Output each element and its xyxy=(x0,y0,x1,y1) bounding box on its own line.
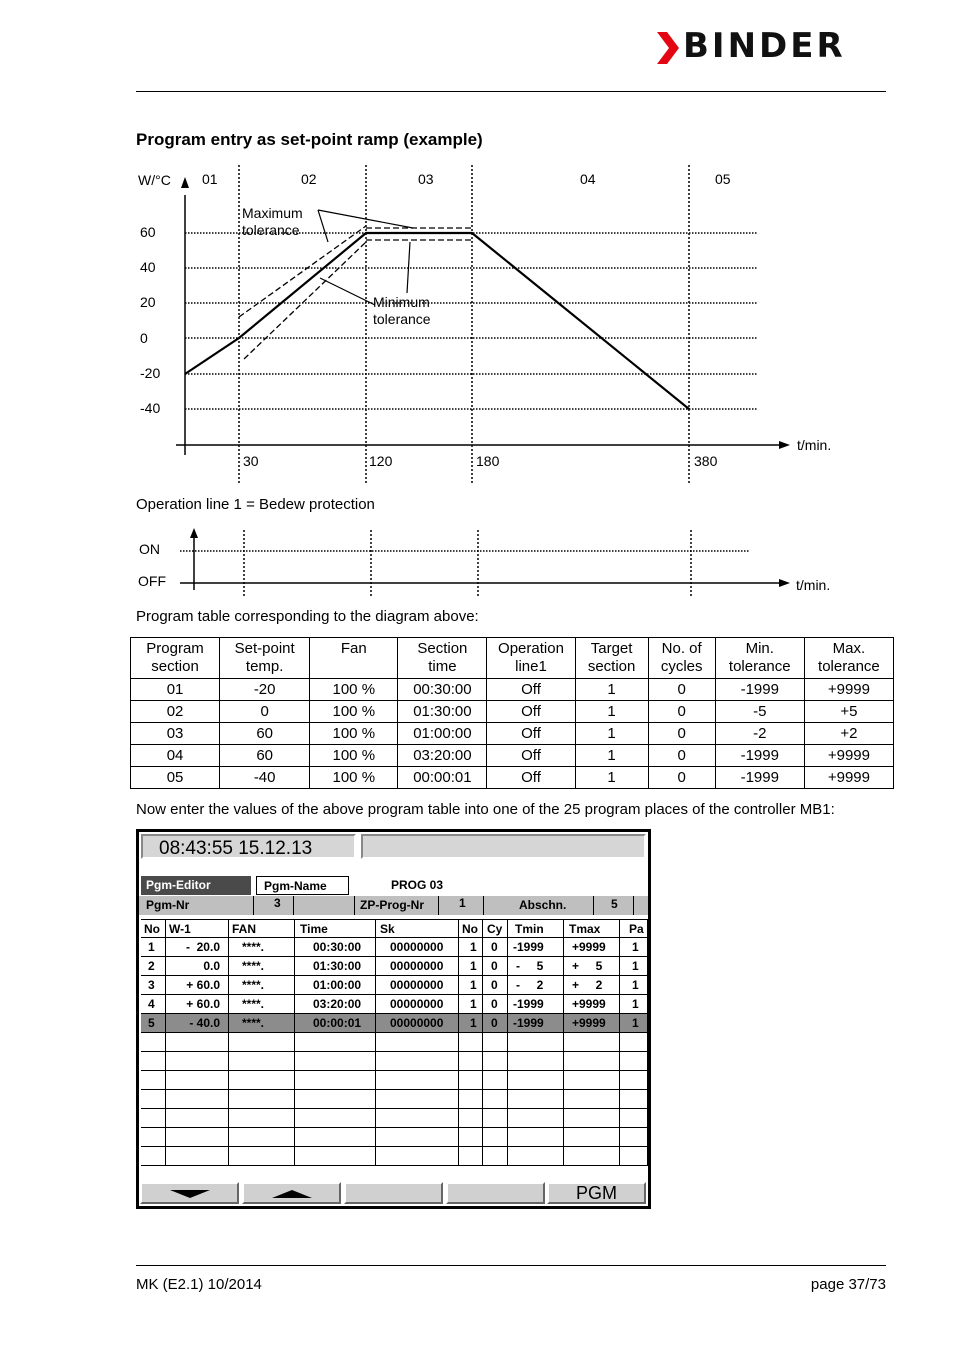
section-label-02: 02 xyxy=(301,171,317,187)
operation-line-diagram xyxy=(130,528,850,600)
pgm-nr-value[interactable]: 3 xyxy=(254,896,294,915)
pgm-nr-label: Pgm-Nr xyxy=(141,896,254,915)
section-label-01: 01 xyxy=(202,171,218,187)
grid-cell: 00:00:01 xyxy=(295,1014,376,1033)
grid-cell: + 60.0 xyxy=(166,995,229,1014)
grid-row-empty[interactable] xyxy=(141,1052,648,1071)
instruction-text: Now enter the values of the above program table into one of the 25 program places of the controller MB1: xyxy=(136,801,835,818)
table-cell: -40 xyxy=(220,767,310,789)
x-tick-30: 30 xyxy=(243,453,259,469)
grid-cell: 00000000 xyxy=(376,1014,459,1033)
table-cell: -20 xyxy=(220,679,310,701)
grid-cell: - 40.0 xyxy=(166,1014,229,1033)
col-fan: Fan xyxy=(310,638,398,679)
grid-cell: ****. xyxy=(229,938,295,957)
grid-col-fan: FAN xyxy=(229,919,295,938)
section-grid xyxy=(141,919,648,1166)
table-cell: 01:00:00 xyxy=(398,723,487,745)
grid-cell: ****. xyxy=(229,976,295,995)
clock-display: 08:43:55 15.12.13 xyxy=(141,834,356,859)
grid-cell: 00000000 xyxy=(376,976,459,995)
pgm-editor-label: Pgm-Editor xyxy=(141,876,251,895)
operation-line-caption: Operation line 1 = Bedew protection xyxy=(136,496,375,513)
softkey-3-button[interactable] xyxy=(344,1182,443,1204)
op-y-axis-arrow xyxy=(190,528,198,538)
grid-cell: 1 xyxy=(459,957,483,976)
grid-cell: ****. xyxy=(229,1014,295,1033)
section-separators xyxy=(239,165,689,485)
y-tick-minus40: -40 xyxy=(140,400,161,416)
table-cell: 60 xyxy=(220,723,310,745)
section-label-04: 04 xyxy=(580,171,596,187)
grid-cell: 00000000 xyxy=(376,957,459,976)
table-cell: +9999 xyxy=(804,767,893,789)
annotation-max-line1: Maximum xyxy=(242,205,303,221)
grid-cell: 1 xyxy=(620,995,648,1014)
grid-row-selected[interactable] xyxy=(141,1014,648,1033)
off-label: OFF xyxy=(138,573,166,589)
table-cell: 1 xyxy=(575,679,648,701)
table-cell: 01 xyxy=(131,679,220,701)
grid-row[interactable] xyxy=(141,976,648,995)
grid-cell: 4 xyxy=(141,995,166,1014)
grid-cell: 5 xyxy=(141,1014,166,1033)
scroll-down-button[interactable] xyxy=(140,1182,239,1204)
table-cell: Off xyxy=(487,767,575,789)
grid-cell: 1 xyxy=(459,1014,483,1033)
op-x-axis-label: t/min. xyxy=(796,577,831,593)
grid-cell: - 2 xyxy=(508,976,564,995)
table-cell: 1 xyxy=(575,745,648,767)
table-cell: 100 % xyxy=(310,701,398,723)
col-min-tolerance: Min. tolerance xyxy=(715,638,804,679)
grid-col-w1: W-1 xyxy=(166,919,229,938)
footer-rule xyxy=(136,1265,886,1266)
grid-cell: 1 xyxy=(459,995,483,1014)
grid-cell: 1 xyxy=(620,957,648,976)
table-cell: +5 xyxy=(804,701,893,723)
binder-logo-chevron-icon xyxy=(655,32,679,64)
grid-cell: 1 xyxy=(620,938,648,957)
y-tick-minus20: -20 xyxy=(140,365,161,381)
table-cell: Off xyxy=(487,723,575,745)
table-cell: Off xyxy=(487,679,575,701)
grid-col-no: No xyxy=(141,919,166,938)
y-axis-label: W/°C xyxy=(138,172,171,188)
grid-cell: 3 xyxy=(141,976,166,995)
y-tick-20: 20 xyxy=(140,294,156,310)
x-tick-120: 120 xyxy=(369,453,393,469)
x-tick-180: 180 xyxy=(476,453,500,469)
op-x-axis-arrow xyxy=(779,579,790,587)
pgm-name-label: Pgm-Name xyxy=(256,876,349,895)
table-cell: 00:00:01 xyxy=(398,767,487,789)
grid-cell: +9999 xyxy=(564,995,620,1014)
grid-cell: -1999 xyxy=(508,938,564,957)
grid-cell: - 20.0 xyxy=(166,938,229,957)
grid-cell: -1999 xyxy=(508,995,564,1014)
grid-cell: 2 xyxy=(141,957,166,976)
table-cell: 0 xyxy=(648,679,715,701)
grid-col-pa: Pa xyxy=(620,919,648,938)
grid-cell: 00000000 xyxy=(376,938,459,957)
footer-page-number: page 37/73 xyxy=(810,1276,886,1293)
grid-cell: +9999 xyxy=(564,1014,620,1033)
grid-col-no2: No xyxy=(459,919,483,938)
col-target-section: Target section xyxy=(575,638,648,679)
grid-cell: 03:20:00 xyxy=(295,995,376,1014)
grid-row-empty[interactable] xyxy=(141,1128,648,1147)
table-row xyxy=(131,679,894,701)
annotation-min-line2: tolerance xyxy=(373,311,431,327)
grid-cell: 01:00:00 xyxy=(295,976,376,995)
y-tick-60: 60 xyxy=(140,224,156,240)
table-cell: 04 xyxy=(131,745,220,767)
grid-cell: 0 xyxy=(483,995,508,1014)
table-row xyxy=(131,745,894,767)
op-section-separators xyxy=(244,530,691,596)
grid-cell: 01:30:00 xyxy=(295,957,376,976)
grid-cell: 0 xyxy=(483,957,508,976)
grid-row-empty[interactable] xyxy=(141,1071,648,1090)
table-cell: 03 xyxy=(131,723,220,745)
table-row xyxy=(131,723,894,745)
table-cell: -5 xyxy=(715,701,804,723)
grid-row[interactable] xyxy=(141,957,648,976)
grid-cell: + 5 xyxy=(564,957,620,976)
y-tick-40: 40 xyxy=(140,259,156,275)
y-tick-0: 0 xyxy=(140,330,148,346)
grid-cell: +9999 xyxy=(564,938,620,957)
grid-cell: ****. xyxy=(229,957,295,976)
table-row xyxy=(131,701,894,723)
table-cell: +9999 xyxy=(804,679,893,701)
grid-row[interactable] xyxy=(141,995,648,1014)
table-cell: 1 xyxy=(575,767,648,789)
program-table xyxy=(130,637,894,789)
grid-cell: 1 xyxy=(459,938,483,957)
table-cell: 00:30:00 xyxy=(398,679,487,701)
arrow-down-icon xyxy=(170,1189,210,1199)
on-label: ON xyxy=(139,541,160,557)
table-cell: 01:30:00 xyxy=(398,701,487,723)
zp-prog-nr-label: ZP-Prog-Nr xyxy=(354,896,439,915)
table-cell: 100 % xyxy=(310,767,398,789)
section-title: Program entry as set-point ramp (example) xyxy=(136,130,483,149)
grid-row-empty[interactable] xyxy=(141,1109,648,1128)
col-no-of-cycles: No. of cycles xyxy=(648,638,715,679)
controller-screen xyxy=(136,829,651,1209)
table-caption: Program table corresponding to the diagram above: xyxy=(136,608,479,625)
section-label-03: 03 xyxy=(418,171,434,187)
table-cell: 05 xyxy=(131,767,220,789)
table-cell: 60 xyxy=(220,745,310,767)
table-cell: 0 xyxy=(648,767,715,789)
grid-col-sk: Sk xyxy=(376,919,459,938)
annotation-max-line2: tolerance xyxy=(242,222,300,238)
grid-cell: 00:30:00 xyxy=(295,938,376,957)
editor-nr-row xyxy=(139,896,648,915)
x-axis-label: t/min. xyxy=(797,437,832,453)
table-cell: +2 xyxy=(804,723,893,745)
grid-cell: 1 xyxy=(141,938,166,957)
col-max-tolerance: Max. tolerance xyxy=(804,638,893,679)
grid-cell: 0.0 xyxy=(166,957,229,976)
grid-cell: 1 xyxy=(620,976,648,995)
table-cell: -1999 xyxy=(715,767,804,789)
status-field xyxy=(361,834,646,859)
grid-cell: ****. xyxy=(229,995,295,1014)
table-cell: 100 % xyxy=(310,679,398,701)
grid-cell: 1 xyxy=(620,1014,648,1033)
softkey-4-button[interactable] xyxy=(446,1182,545,1204)
table-cell: 100 % xyxy=(310,745,398,767)
table-cell: -1999 xyxy=(715,679,804,701)
table-cell: 02 xyxy=(131,701,220,723)
grid-row-empty[interactable] xyxy=(141,1033,648,1052)
annotation-min-line1: Minimum xyxy=(373,294,430,310)
grid-col-tmin: Tmin xyxy=(508,919,564,938)
header-rule xyxy=(136,91,886,92)
brand-name: BINDER xyxy=(683,26,846,66)
abschn-value[interactable]: 5 xyxy=(594,896,634,915)
table-cell: -2 xyxy=(715,723,804,745)
zp-prog-nr-value[interactable]: 1 xyxy=(439,896,484,915)
grid-cell: 1 xyxy=(459,976,483,995)
table-cell: +9999 xyxy=(804,745,893,767)
col-program-section: Program section xyxy=(131,638,220,679)
gridlines xyxy=(185,233,757,409)
table-row xyxy=(131,767,894,789)
table-cell: 1 xyxy=(575,723,648,745)
grid-row-empty[interactable] xyxy=(141,1147,648,1166)
grid-cell: 00000000 xyxy=(376,995,459,1014)
grid-header xyxy=(141,919,648,938)
abschn-label: Abschn. xyxy=(484,896,594,915)
table-cell: -1999 xyxy=(715,745,804,767)
table-cell: 100 % xyxy=(310,723,398,745)
y-axis-arrow xyxy=(181,177,189,188)
grid-row[interactable] xyxy=(141,938,648,957)
tolerance-bands xyxy=(239,226,472,359)
col-operation-line1: Operation line1 xyxy=(487,638,575,679)
col-section-time: Section time xyxy=(398,638,487,679)
grid-cell: - 5 xyxy=(508,957,564,976)
scroll-up-button[interactable] xyxy=(242,1182,341,1204)
grid-cell: 0 xyxy=(483,938,508,957)
program-table-header xyxy=(131,638,894,679)
setpoint-ramp-diagram xyxy=(130,160,850,490)
table-cell: 0 xyxy=(648,701,715,723)
grid-col-tmax: Tmax xyxy=(564,919,620,938)
pgm-name-value[interactable]: PROG 03 xyxy=(391,878,444,892)
x-tick-380: 380 xyxy=(694,453,718,469)
table-cell: Off xyxy=(487,701,575,723)
table-cell: Off xyxy=(487,745,575,767)
binder-logo xyxy=(655,28,890,68)
grid-col-time: Time xyxy=(295,919,376,938)
table-cell: 0 xyxy=(648,745,715,767)
grid-cell: -1999 xyxy=(508,1014,564,1033)
table-cell: 0 xyxy=(220,701,310,723)
setpoint-ramp-line xyxy=(185,233,689,409)
col-setpoint-temp: Set-point temp. xyxy=(220,638,310,679)
x-axis-arrow xyxy=(779,441,790,449)
grid-cell: + 2 xyxy=(564,976,620,995)
grid-cell: + 60.0 xyxy=(166,976,229,995)
grid-cell: 0 xyxy=(483,1014,508,1033)
editor-header-row xyxy=(139,876,648,895)
grid-row-empty[interactable] xyxy=(141,1090,648,1109)
grid-cell: 0 xyxy=(483,976,508,995)
footer-doc-id: MK (E2.1) 10/2014 xyxy=(136,1276,262,1293)
table-cell: 1 xyxy=(575,701,648,723)
section-label-05: 05 xyxy=(715,171,731,187)
arrow-up-icon xyxy=(272,1189,312,1199)
pgm-button[interactable]: PGM xyxy=(547,1182,646,1204)
grid-col-cy: Cy xyxy=(483,919,508,938)
table-cell: 0 xyxy=(648,723,715,745)
table-cell: 03:20:00 xyxy=(398,745,487,767)
